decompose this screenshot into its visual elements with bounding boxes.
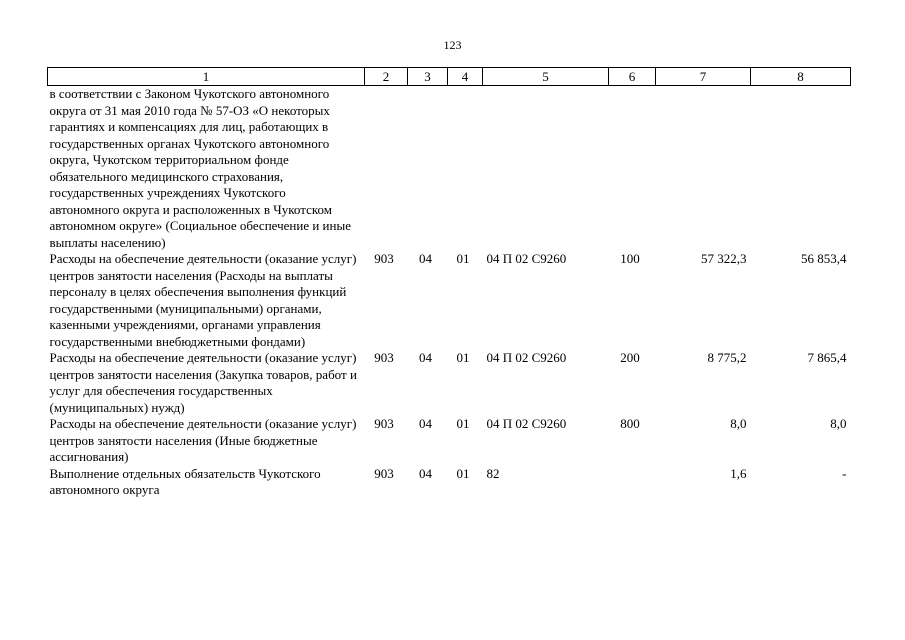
amount-col8: 56 853,4 [801, 251, 847, 266]
column-header-6: 6 [609, 68, 656, 86]
column-header-2: 2 [365, 68, 408, 86]
table-row [48, 466, 851, 499]
subsection-code: 01 [456, 416, 470, 431]
row-description: Расходы на обеспечение деятельности (оказание услуг) центров занятости населения (Расходы на выплаты персоналу в целях обеспечения выполнения функций государственными (муниципальными) органами, казенными учреждениями, органами управления государственными внебюджетными фондами) [49, 251, 357, 349]
amount-col7: 8 775,2 [707, 350, 747, 365]
expense-type-code [609, 86, 656, 252]
section-code: 04 [419, 465, 432, 481]
amount-col8 [751, 86, 851, 252]
amount-col8: 8,0 [830, 416, 847, 431]
table-row [48, 350, 851, 416]
table-row [48, 86, 851, 252]
ministry-code: 903 [374, 416, 394, 431]
target-article-code [483, 86, 609, 252]
amount-col8: 7 865,4 [807, 350, 847, 365]
column-header-8: 8 [751, 68, 851, 86]
target-article-code: 82 [486, 465, 500, 481]
subsection-code: 01 [456, 350, 470, 365]
column-header-1: 1 [48, 68, 365, 86]
subsection-code: 01 [456, 251, 470, 266]
ministry-code: 903 [374, 350, 394, 365]
target-article-code: 04 П 02 С9260 [486, 350, 567, 365]
column-header-3: 3 [408, 68, 448, 86]
page-number: 123 [443, 38, 462, 52]
amount-col7: 8,0 [730, 416, 747, 431]
budget-table [47, 67, 851, 499]
column-number-header-row [48, 68, 851, 86]
target-article-code: 04 П 02 С9260 [486, 251, 567, 266]
column-header-5: 5 [483, 68, 609, 86]
row-description: Выполнение отдельных обязательств Чукотского автономного округа [49, 465, 321, 497]
ministry-code: 903 [374, 465, 394, 481]
section-code: 04 [419, 251, 432, 266]
expense-type-code [609, 466, 656, 499]
row-description: Расходы на обеспечение деятельности (оказание услуг) центров занятости населения (Закупка товаров, работ и услуг для обеспечения государственных (муниципальных) нужд) [49, 350, 357, 415]
section-code [408, 86, 448, 252]
expense-type-code: 100 [620, 251, 640, 266]
subsection-code: 01 [456, 465, 470, 481]
target-article-code: 04 П 02 С9260 [486, 416, 567, 431]
ministry-code [365, 86, 408, 252]
amount-col7 [656, 86, 751, 252]
row-description: Расходы на обеспечение деятельности (оказание услуг) центров занятости населения (Иные бюджетные ассигнования) [49, 416, 357, 464]
table-row [48, 251, 851, 350]
amount-col7: 57 322,3 [701, 251, 747, 266]
row-description: в соответствии с Законом Чукотского автономного округа от 31 мая 2010 года № 57-ОЗ «О некоторых гарантиях и компенсациях для лиц, работающих в государственных органах Чукотского автономного округа, Чукотском территориальном фонде обязательного медицинского страхования, государственных учреждениях Чукотского автономного округа и расположенных в Чукотском автономном округе» (Социальное обеспечение и иные выплаты населению) [49, 86, 351, 250]
ministry-code: 903 [374, 251, 394, 266]
column-header-7: 7 [656, 68, 751, 86]
expense-type-code: 200 [620, 350, 640, 365]
column-header-4: 4 [448, 68, 483, 86]
section-code: 04 [419, 350, 432, 365]
table-row [48, 416, 851, 466]
subsection-code [448, 86, 483, 252]
section-code: 04 [419, 416, 432, 431]
amount-col8: - [842, 465, 847, 481]
expense-type-code: 800 [620, 416, 640, 431]
amount-col7: 1,6 [730, 465, 747, 481]
